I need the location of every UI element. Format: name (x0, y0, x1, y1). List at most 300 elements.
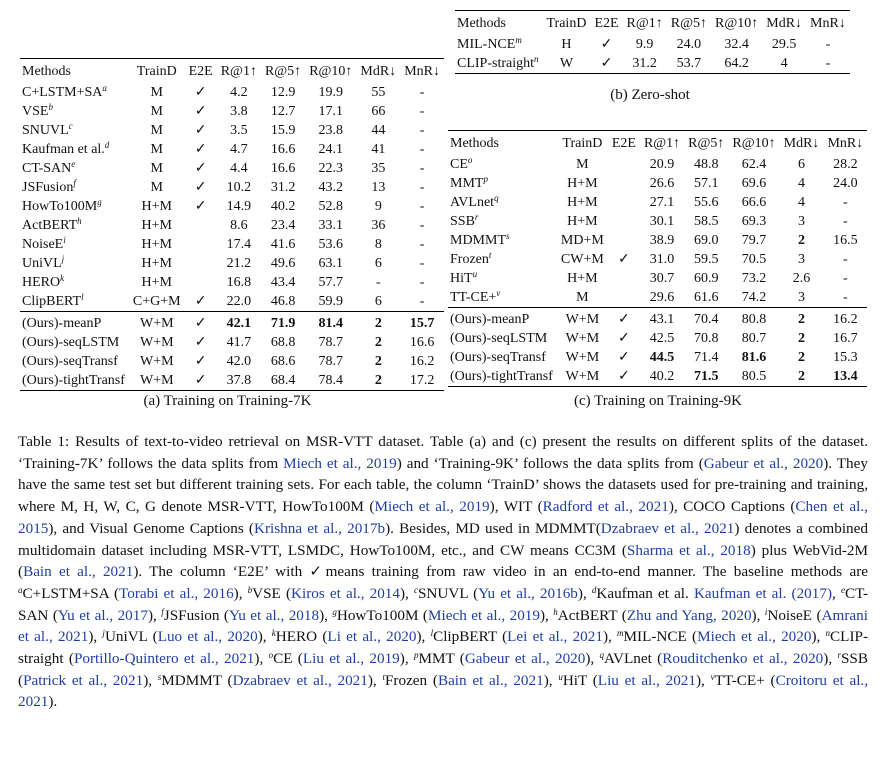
table-row (20, 273, 444, 292)
table-row (20, 197, 444, 216)
r5-cell: 71.9 (261, 312, 305, 334)
table-row (448, 269, 867, 288)
table-main-caption (18, 431, 868, 713)
mnr-cell: 13.4 (833, 369, 858, 384)
mdr-cell: 44 (371, 123, 386, 138)
method-name: HiT (450, 271, 473, 286)
e2e-cell: ✓ (194, 373, 207, 388)
mdr-cell: 2 (798, 331, 806, 346)
footnote-mark: t (382, 671, 385, 682)
r10-cell: 74.2 (741, 290, 767, 305)
traind-cell: W (559, 56, 574, 71)
method-footnote-mark: p (483, 174, 488, 184)
mnr-cell: - (843, 252, 848, 267)
caption-text: Table 1: Results of text-to-video retrieval on MSR-VTT dataset. Table (a) and (c) present the results on different splits of the dataset. ‘Training-7K’ follows the data splits from (18, 433, 868, 472)
r5-cell: 49.6 (270, 256, 296, 271)
e2e-cell (185, 273, 217, 292)
mdr-cell: 4 (780, 56, 788, 71)
traind-cell: W+M (139, 373, 174, 388)
caption-text: JSFusion ( (163, 606, 229, 624)
citation-link[interactable]: Liu et al., 2019 (302, 650, 400, 668)
caption-text: ), COCO Captions ( (668, 498, 796, 516)
mdr-cell: 66 (371, 104, 386, 119)
e2e-cell (608, 193, 640, 212)
table-row (20, 159, 444, 178)
method-name: CE (450, 157, 468, 172)
mdr-cell: 4 (798, 176, 806, 191)
method-footnote-mark: s (506, 231, 510, 241)
column-header: R@1↑ (220, 64, 257, 79)
mdr-cell: 36 (371, 218, 386, 233)
citation-link[interactable]: Zhu and Yang, 2020 (626, 606, 752, 624)
traind-cell: W+M (565, 350, 600, 365)
r1-cell: 4.7 (230, 142, 248, 157)
mnr-cell: - (825, 56, 831, 71)
column-header: R@5↑ (670, 16, 708, 31)
method-footnote-mark: r (474, 212, 479, 222)
caption-text: Frozen ( (384, 671, 438, 689)
traind-cell: H+M (567, 176, 598, 191)
r10-cell: 78.4 (318, 373, 344, 388)
mdr-cell: 2.6 (792, 271, 811, 286)
table-row (455, 54, 850, 74)
r1-cell: 8.6 (230, 218, 248, 233)
mdr-cell: 4 (798, 195, 806, 210)
table-row (20, 254, 444, 273)
mnr-cell: - (843, 195, 848, 210)
e2e-cell: ✓ (618, 350, 630, 365)
footnote-mark: d (591, 584, 597, 595)
r5-cell: 24.0 (676, 37, 702, 52)
citation-link[interactable]: Dzabraev et al., 2021 (600, 519, 735, 537)
caption-text: CE ( (273, 650, 303, 668)
caption-text: MMT ( (418, 650, 465, 668)
e2e-cell: ✓ (194, 85, 207, 100)
footnote-mark: p (413, 650, 419, 661)
e2e-cell: ✓ (618, 369, 630, 384)
e2e-cell: ✓ (618, 331, 630, 346)
method-footnote-mark: n (534, 54, 539, 64)
citation-link[interactable]: Chen et al., 2015 (18, 498, 868, 537)
method-name: TT-CE+ (450, 290, 497, 305)
method-name: (Ours)-seqTransf (450, 350, 546, 365)
traind-cell: W+M (565, 369, 600, 384)
caption-text: ), and Visual Genome Captions ( (48, 519, 254, 537)
mdr-cell: 3 (798, 214, 806, 229)
r5-cell: 58.5 (694, 214, 719, 229)
method-cell (448, 174, 557, 193)
mdr-cell: 2 (374, 373, 382, 388)
column-header: Methods (457, 16, 506, 31)
e2e-cell (608, 231, 640, 250)
traind-cell: W+M (139, 335, 174, 350)
citation-link[interactable]: Kiros et al., 2014 (291, 584, 400, 602)
caption-text: ), (254, 650, 269, 668)
column-header: R@10↑ (309, 64, 353, 79)
method-name: MDMMT (450, 233, 507, 248)
method-cell (20, 235, 129, 254)
method-cell (20, 159, 129, 178)
citation-link[interactable]: Miech et al., 2019 (428, 606, 540, 624)
r10-cell: 52.8 (318, 199, 344, 214)
column-header: TrainD (546, 16, 587, 31)
method-footnote-mark: g (97, 197, 102, 207)
caption-text: ). They have the same test set but different training sets. For each table, the column ‘TrainD’ shows the datasets used for pre-training and training, where M, H, W, C, G denote MSR-VTT, HowTo100M ( (18, 454, 868, 516)
r5-cell: 12.9 (270, 85, 296, 100)
caption-text: UniVL ( (104, 628, 158, 646)
r1-cell: 10.2 (226, 180, 252, 195)
method-name: (Ours)-meanP (22, 316, 102, 331)
citation-link[interactable]: Rouditchenko et al., 2020 (662, 650, 824, 668)
e2e-cell: ✓ (194, 335, 207, 350)
method-cell (20, 102, 129, 121)
caption-text: , (832, 584, 841, 602)
r10-cell: 79.7 (741, 233, 767, 248)
citation-link[interactable]: Kaufman et al. (2017) (693, 584, 833, 602)
citation-link[interactable]: Li et al., 2020 (327, 628, 417, 646)
method-cell (20, 333, 129, 352)
column-header: MnR↓ (827, 136, 864, 151)
mdr-cell: 2 (356, 312, 400, 334)
r5-cell: 46.8 (270, 294, 296, 309)
table-a-header-row (20, 59, 444, 84)
table-c-caption: (c) Training on Training-9K (574, 393, 742, 409)
citation-link[interactable]: Sharma et al., 2018 (626, 541, 751, 559)
mnr-cell: 28.2 (833, 157, 858, 172)
citation-link[interactable]: Portillo-Quintero et al., 2021 (73, 650, 255, 668)
column-header: R@10↑ (732, 136, 776, 151)
table-row (448, 155, 867, 174)
caption-text: HowTo100M ( (336, 606, 428, 624)
r10-cell: 73.2 (741, 271, 767, 286)
footnote-mark: f (161, 606, 164, 617)
mnr-cell: - (843, 271, 848, 286)
table-row (20, 235, 444, 254)
mnr-cell: 24.0 (833, 176, 858, 191)
citation-link[interactable]: Bain et al., 2021 (437, 671, 544, 689)
method-cell (448, 155, 557, 174)
caption-text: ). The column ‘E2E’ with ✓means training from raw video in an end-to-end manner. The baseline methods are (133, 563, 868, 581)
r5-cell: 23.4 (270, 218, 296, 233)
r1-cell: 27.1 (649, 195, 675, 210)
caption-text: ), (233, 584, 248, 602)
mdr-cell: 3 (798, 252, 806, 267)
traind-cell: CW+M (560, 252, 604, 267)
citation-link[interactable]: Bain et al., 2021 (23, 563, 134, 581)
method-name: (Ours)-seqLSTM (22, 335, 120, 350)
method-footnote-mark: k (60, 273, 65, 283)
citation-link[interactable]: Amrani et al., 2021 (18, 606, 868, 646)
footnote-mark: e (840, 584, 845, 595)
citation-link[interactable]: Luo et al., 2020 (157, 628, 258, 646)
table-row (448, 367, 867, 387)
caption-text: ), (88, 628, 103, 646)
column-header: E2E (611, 136, 636, 151)
r1-cell: 42.1 (217, 312, 261, 334)
caption-text: ). (48, 693, 58, 711)
mdr-cell: 2 (374, 335, 382, 350)
mdr-cell: - (375, 275, 381, 290)
table-row (448, 348, 867, 367)
method-footnote-mark: m (515, 35, 522, 45)
r5-cell: 61.6 (694, 290, 719, 305)
r5-cell: 53.7 (676, 56, 702, 71)
citation-link[interactable]: Gabeur et al., 2020 (703, 454, 824, 472)
e2e-cell: ✓ (600, 37, 613, 52)
footnote-mark: o (268, 650, 274, 661)
e2e-cell (185, 254, 217, 273)
caption-text: ), (577, 584, 592, 602)
method-name: MIL-NCE (457, 37, 516, 52)
method-name: CT-SAN (22, 161, 72, 176)
method-name: ClipBERT (22, 294, 82, 309)
traind-cell: M (150, 104, 163, 119)
r10-cell: 66.6 (741, 195, 767, 210)
r10-cell: 43.2 (318, 180, 344, 195)
method-name: ActBERT (22, 218, 78, 233)
citation-link[interactable]: Radford et al., 2021 (542, 498, 669, 516)
r1-cell: 40.2 (649, 369, 675, 384)
citation-link[interactable]: Yu et al., 2018 (229, 606, 320, 624)
method-name: NoiseE (22, 237, 64, 252)
footnote-mark: h (553, 606, 558, 617)
r1-cell: 4.2 (230, 85, 248, 100)
r5-cell: 68.6 (270, 354, 296, 369)
column-header: E2E (188, 64, 213, 79)
mnr-cell: - (419, 199, 425, 214)
mnr-cell: 15.7 (400, 312, 444, 334)
r1-cell: 9.9 (635, 37, 654, 52)
method-name: HERO (22, 275, 61, 290)
table-row (20, 312, 444, 334)
citation-link[interactable]: Yu et al., 2016b (478, 584, 578, 602)
method-name: UniVL (22, 256, 62, 271)
method-name: (Ours)-tightTransf (22, 373, 125, 388)
method-footnote-mark: o (467, 155, 473, 165)
citation-link[interactable]: Gabeur et al., 2020 (464, 650, 586, 668)
traind-cell: H+M (567, 214, 598, 229)
footnote-mark: n (825, 628, 831, 639)
r10-cell: 53.6 (318, 237, 344, 252)
method-cell (20, 83, 129, 102)
mnr-cell: - (419, 237, 425, 252)
r10-cell: 80.8 (728, 308, 779, 330)
mnr-cell: 16.2 (409, 354, 435, 369)
caption-text: VSE ( (252, 584, 292, 602)
table-row (448, 174, 867, 193)
citation-link[interactable]: Torabi et al., 2016 (119, 584, 234, 602)
r10-cell: 63.1 (318, 256, 344, 271)
r1-cell: 37.8 (226, 373, 252, 388)
method-name: C+LSTM+SA (22, 85, 103, 100)
citation-link[interactable]: Patrick et al., 2021 (23, 671, 144, 689)
traind-cell: H (561, 37, 572, 52)
citation-link[interactable]: Yu et al., 2017 (57, 606, 148, 624)
citation-link[interactable]: Miech et al., 2020 (697, 628, 812, 646)
table-c-body (448, 155, 867, 387)
r5-cell: 57.1 (694, 176, 719, 191)
r5-cell: 68.8 (270, 335, 296, 350)
footnote-mark: j (102, 628, 105, 639)
method-name: CLIP-straight (457, 56, 534, 71)
caption-text: ), (540, 606, 554, 624)
r1-cell: 30.1 (649, 214, 675, 229)
column-header: R@5↑ (264, 64, 302, 79)
method-name: Kaufman et al. (22, 142, 105, 157)
r1-cell: 41.7 (226, 335, 252, 350)
table-row (20, 102, 444, 121)
method-cell (448, 367, 557, 387)
mnr-cell: - (843, 214, 848, 229)
footnote-mark: k (271, 628, 276, 639)
traind-cell: M (576, 290, 589, 305)
mnr-cell: - (419, 294, 425, 309)
citation-link[interactable]: Miech et al., 2019 (283, 454, 397, 472)
footnote-mark: r (837, 650, 841, 661)
mdr-cell: 2 (798, 350, 806, 365)
e2e-cell: ✓ (194, 180, 207, 195)
r5-cell: 68.4 (270, 373, 296, 388)
mdr-cell: 3 (798, 290, 806, 305)
traind-cell: M (150, 180, 163, 195)
caption-text: ClipBERT ( (433, 628, 508, 646)
caption-text: HiT ( (562, 671, 598, 689)
mnr-cell: - (419, 180, 425, 195)
table-row (20, 178, 444, 197)
method-name: SNUVL (22, 123, 69, 138)
table-row (20, 292, 444, 312)
e2e-cell (608, 155, 640, 174)
caption-text: ), (602, 628, 618, 646)
column-header: E2E (594, 16, 619, 31)
citation-link[interactable]: Croitoru et al., 2021 (18, 671, 869, 711)
method-cell (448, 250, 557, 269)
caption-text: ), (257, 628, 272, 646)
mnr-cell: - (419, 256, 425, 271)
method-name: AVLnet (450, 195, 495, 210)
r10-cell: 59.9 (318, 294, 344, 309)
method-cell (20, 216, 129, 235)
traind-cell: H+M (141, 199, 172, 214)
mdr-cell: 2 (374, 354, 382, 369)
traind-cell: H+M (141, 218, 172, 233)
mdr-cell: 6 (374, 256, 382, 271)
caption-text: ), (695, 671, 711, 689)
traind-cell: W+M (557, 308, 608, 330)
traind-cell: M (576, 157, 589, 172)
method-footnote-mark: q (494, 193, 499, 203)
r1-cell: 3.5 (230, 123, 248, 138)
r10-cell: 81.6 (741, 350, 767, 365)
table-row (448, 231, 867, 250)
mnr-cell: 16.6 (409, 335, 435, 350)
method-name: (Ours)-tightTransf (450, 369, 553, 384)
r5-cell: 41.6 (270, 237, 296, 252)
footnote-mark: c (413, 584, 418, 595)
caption-text: ) plus WebVid-2M ( (18, 541, 868, 581)
traind-cell: H+M (141, 275, 172, 290)
column-header: MnR↓ (404, 64, 441, 79)
mnr-cell: 16.2 (823, 308, 867, 330)
table-row (20, 216, 444, 235)
caption-text: HERO ( (275, 628, 328, 646)
r5-cell: 55.6 (694, 195, 719, 210)
mnr-cell: - (419, 218, 425, 233)
e2e-cell: ✓ (194, 354, 207, 369)
citation-link[interactable]: Liu et al., 2021 (597, 671, 696, 689)
mnr-cell: 16.7 (833, 331, 858, 346)
r1-cell: 43.1 (640, 308, 684, 330)
e2e-cell: ✓ (194, 104, 207, 119)
mnr-cell: - (419, 104, 425, 119)
caption-text: ), (823, 650, 838, 668)
table-row (448, 250, 867, 269)
caption-text: ), (751, 606, 765, 624)
mdr-cell: 13 (371, 180, 386, 195)
traind-cell: M (150, 85, 163, 100)
caption-text: MDMMT ( (161, 671, 233, 689)
method-name: (Ours)-meanP (450, 312, 530, 327)
column-header: MdR↓ (766, 16, 803, 31)
table-row (20, 371, 444, 391)
mdr-cell: 29.5 (771, 37, 797, 52)
mnr-cell: - (419, 275, 425, 290)
column-header: TrainD (562, 136, 603, 151)
citation-link[interactable]: Miech et al., 2019 (374, 498, 490, 516)
citation-link[interactable]: Krishna et al., 2017b (254, 519, 386, 537)
e2e-cell (608, 288, 640, 308)
method-cell (20, 254, 129, 273)
r10-cell: 32.4 (724, 37, 749, 52)
r1-cell: 31.0 (649, 252, 675, 267)
footnote-mark: g (332, 606, 337, 617)
mdr-cell: 35 (371, 161, 386, 176)
mnr-cell: 17.2 (409, 373, 435, 388)
mnr-cell: 16.5 (833, 233, 858, 248)
citation-link[interactable]: Lei et al., 2021 (507, 628, 603, 646)
r5-cell: 70.8 (694, 331, 719, 346)
method-footnote-mark: d (104, 140, 110, 150)
method-name: HowTo100M (22, 199, 98, 214)
e2e-cell: ✓ (194, 123, 207, 138)
r1-cell: 17.4 (226, 237, 252, 252)
method-cell (448, 329, 557, 348)
r1-cell: 16.8 (226, 275, 252, 290)
caption-text: ActBERT ( (557, 606, 627, 624)
r5-cell: 59.5 (694, 252, 719, 267)
caption-text: ), (585, 650, 600, 668)
citation-link[interactable]: Dzabraev et al., 2021 (232, 671, 368, 689)
method-cell (455, 54, 543, 74)
table-row (448, 193, 867, 212)
method-cell (20, 292, 129, 312)
e2e-cell (185, 235, 217, 254)
method-cell (455, 35, 543, 54)
caption-text: NoiseE ( (767, 606, 822, 624)
r5-cell: 40.2 (270, 199, 296, 214)
e2e-cell: ✓ (600, 56, 613, 71)
caption-text: ). Besides, MD used in MDMMT( (385, 519, 601, 537)
caption-text: ), (399, 650, 414, 668)
column-header: MnR↓ (810, 16, 846, 31)
mdr-cell: 8 (374, 237, 382, 252)
traind-cell: M (150, 142, 163, 157)
r10-cell: 24.1 (318, 142, 344, 157)
caption-text: SNUVL ( (417, 584, 479, 602)
caption-text: CT-SAN ( (18, 584, 869, 624)
r1-cell: 26.6 (649, 176, 675, 191)
column-header: R@1↑ (643, 136, 681, 151)
